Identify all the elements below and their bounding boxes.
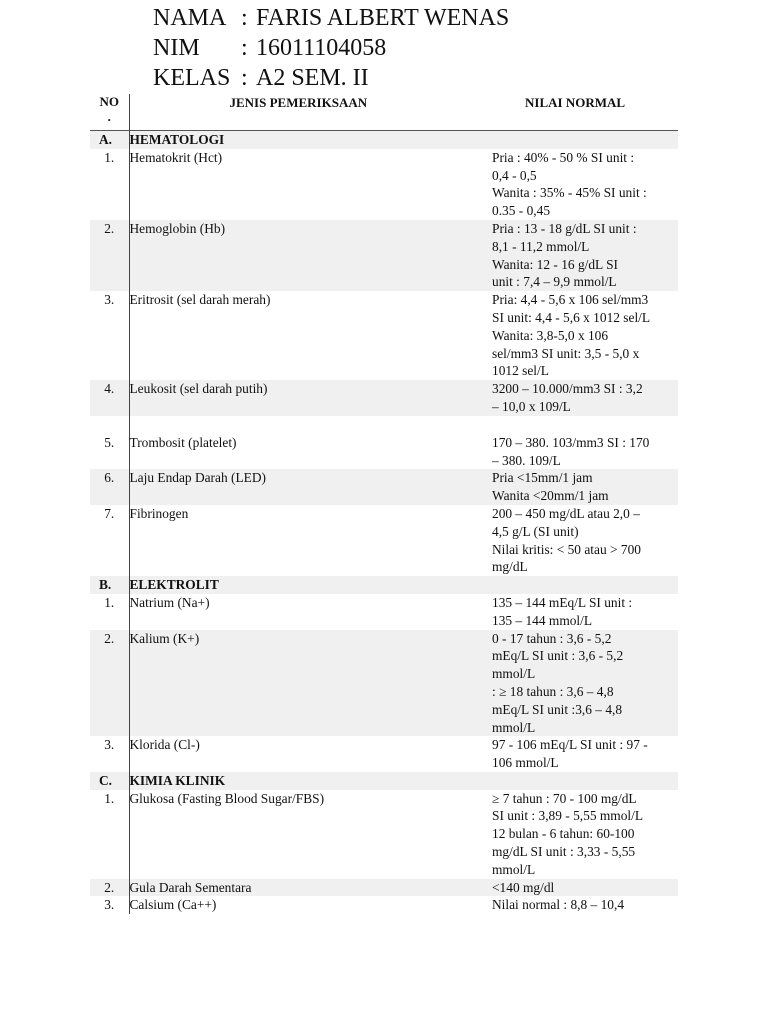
normal-value-line: Wanita: 3,8-5,0 x 106 — [492, 327, 609, 343]
normal-value — [492, 736, 678, 772]
row-number: 3. — [90, 736, 129, 772]
row-number: 2. — [90, 630, 129, 737]
section-row — [90, 131, 678, 149]
section-title: ELEKTROLIT — [129, 576, 492, 594]
row-number: 1. — [90, 149, 129, 220]
nim-value: 16011104058 — [256, 35, 387, 61]
row-number: 5. — [90, 434, 129, 470]
normal-value-line: SI unit: 4,4 - 5,6 x 1012 sel/L — [492, 309, 651, 325]
normal-value-line: mmol/L — [492, 719, 536, 735]
header-nilai-normal: NILAI NORMAL — [525, 95, 626, 110]
normal-value — [492, 896, 678, 914]
normal-value-line: 4,5 g/L (SI unit) — [492, 523, 579, 539]
section-empty-cell — [492, 131, 678, 149]
nim-label: NIM — [153, 35, 200, 61]
table-header-row — [90, 94, 678, 131]
normal-value-line: 170 – 380. 103/mm3 SI : 170 — [492, 434, 650, 450]
blank-cell — [90, 416, 129, 434]
table-row — [90, 594, 678, 630]
normal-value-line: : ≥ 18 tahun : 3,6 – 4,8 — [492, 683, 614, 699]
table-row — [90, 896, 678, 914]
normal-value-line: Pria <15mm/1 jam — [492, 470, 593, 486]
header-no — [90, 94, 129, 131]
exam-name: Hematokrit (Hct) — [129, 149, 223, 165]
nama-value: FARIS ALBERT WENAS — [256, 5, 510, 31]
normal-value-line: 200 – 450 mg/dL atau 2,0 – — [492, 505, 640, 521]
normal-value-line: Wanita <20mm/1 jam — [492, 488, 609, 504]
table-body — [90, 131, 678, 915]
nama-colon: : — [241, 5, 248, 31]
nim-colon: : — [241, 35, 248, 61]
normal-value-line: sel/mm3 SI unit: 3,5 - 5,0 x — [492, 345, 640, 361]
normal-value — [492, 434, 678, 470]
exam-name: Hemoglobin (Hb) — [129, 220, 492, 291]
normal-value — [492, 291, 678, 380]
table-row — [90, 630, 678, 737]
normal-value-line: – 10,0 x 109/L — [492, 398, 571, 414]
table-row — [90, 469, 678, 505]
normal-value-line: 8,1 - 11,2 mmol/L — [492, 238, 590, 254]
section-empty-cell — [492, 576, 678, 594]
exam-name: Kalium (K+) — [129, 630, 492, 737]
blank-cell — [129, 416, 492, 434]
normal-value-line: 97 - 106 mEq/L SI unit : 97 - — [492, 737, 648, 753]
normal-value-line: mg/dL — [492, 559, 528, 575]
exam-name: Trombosit (platelet) — [129, 434, 237, 450]
normal-value-line: Wanita: 12 - 16 g/dL SI — [492, 256, 618, 272]
normal-value-line: 0,4 - 0,5 — [492, 167, 537, 183]
normal-value — [492, 879, 678, 897]
normal-value-line: mEq/L SI unit :3,6 – 4,8 — [492, 701, 623, 717]
normal-value-line: Pria : 13 - 18 g/dL SI unit : — [492, 220, 637, 236]
blank-row — [90, 416, 678, 434]
row-number: 4. — [90, 380, 129, 416]
table-row — [90, 505, 678, 576]
exam-name: Leukosit (sel darah putih) — [129, 380, 492, 416]
table-row — [90, 790, 678, 879]
exam-name: Fibrinogen — [129, 505, 189, 521]
table-row — [90, 149, 678, 220]
normal-value-line: unit : 7,4 – 9,9 mmol/L — [492, 274, 617, 290]
header-no-text: NO — [99, 94, 119, 109]
normal-value-line: mEq/L SI unit : 3,6 - 5,2 — [492, 648, 624, 664]
row-number: 6. — [90, 469, 129, 505]
exam-name: Klorida (Cl-) — [129, 737, 200, 753]
normal-value-line: 135 – 144 mEq/L SI unit : — [492, 594, 633, 610]
normal-value-line: Wanita : 35% - 45% SI unit : — [492, 185, 647, 201]
row-number: 3. — [90, 896, 129, 914]
exam-name: Calsium (Ca++) — [129, 897, 217, 913]
normal-value-line: mg/dL SI unit : 3,33 - 5,55 — [492, 844, 636, 860]
normal-value-line: mmol/L — [492, 666, 536, 682]
normal-value — [492, 790, 678, 879]
lab-values-table — [90, 94, 678, 914]
row-number: 1. — [90, 790, 129, 879]
normal-value-line: – 380. 109/L — [492, 452, 561, 468]
normal-value — [492, 380, 678, 416]
row-number: 3. — [90, 291, 129, 380]
section-code: B. — [90, 576, 129, 594]
section-title: KIMIA KLINIK — [129, 772, 492, 790]
normal-value — [492, 594, 678, 630]
normal-value-line: Nilai kritis: < 50 atau > 700 — [492, 541, 641, 557]
table-row — [90, 736, 678, 772]
exam-name: Eritrosit (sel darah merah) — [129, 292, 271, 308]
normal-value-line: 0.35 - 0,45 — [492, 203, 551, 219]
normal-value — [492, 469, 678, 505]
header-jenis-pemeriksaan: JENIS PEMERIKSAAN — [229, 95, 368, 110]
section-code: C. — [90, 772, 129, 790]
normal-value-line: SI unit : 3,89 - 5,55 mmol/L — [492, 808, 644, 824]
table-row — [90, 220, 678, 291]
row-number: 7. — [90, 505, 129, 576]
section-code: A. — [90, 131, 129, 149]
normal-value-line: 1012 sel/L — [492, 363, 549, 379]
normal-value-line: 106 mmol/L — [492, 755, 559, 771]
blank-cell — [492, 416, 678, 434]
section-empty-cell — [492, 772, 678, 790]
table-row — [90, 434, 678, 470]
exam-name: Natrium (Na+) — [129, 594, 210, 610]
kelas-value: A2 SEM. II — [256, 65, 369, 91]
kelas-colon: : — [241, 65, 248, 91]
section-title: HEMATOLOGI — [129, 131, 492, 149]
section-row — [90, 576, 678, 594]
exam-name: Laju Endap Darah (LED) — [129, 469, 492, 505]
header-no-dot: . — [107, 109, 111, 124]
normal-value — [492, 149, 678, 220]
exam-name: Glukosa (Fasting Blood Sugar/FBS) — [129, 790, 325, 806]
row-number: 2. — [90, 220, 129, 291]
normal-value-line: Nilai normal : 8,8 – 10,4 — [492, 897, 625, 913]
row-number: 1. — [90, 594, 129, 630]
normal-value-line: mmol/L — [492, 861, 536, 877]
normal-value-line: Pria : 40% - 50 % SI unit : — [492, 149, 635, 165]
table-row — [90, 291, 678, 380]
normal-value — [492, 220, 678, 291]
normal-value-line: 3200 – 10.000/mm3 SI : 3,2 — [492, 381, 643, 397]
normal-value — [492, 630, 678, 737]
exam-name: Gula Darah Sementara — [129, 879, 492, 897]
normal-value-line: Pria: 4,4 - 5,6 x 106 sel/mm3 — [492, 292, 649, 308]
normal-value-line: 12 bulan - 6 tahun: 60-100 — [492, 826, 635, 842]
nama-label: NAMA — [153, 5, 227, 31]
row-number: 2. — [90, 879, 129, 897]
normal-value-line: ≥ 7 tahun : 70 - 100 mg/dL — [492, 790, 637, 806]
normal-value-line: <140 mg/dl — [492, 879, 555, 895]
normal-value-line: 0 - 17 tahun : 3,6 - 5,2 — [492, 630, 612, 646]
table-row — [90, 879, 678, 897]
normal-value — [492, 505, 678, 576]
section-row — [90, 772, 678, 790]
normal-value-line: 135 – 144 mmol/L — [492, 612, 593, 628]
kelas-label: KELAS — [153, 65, 231, 91]
table-row — [90, 380, 678, 416]
